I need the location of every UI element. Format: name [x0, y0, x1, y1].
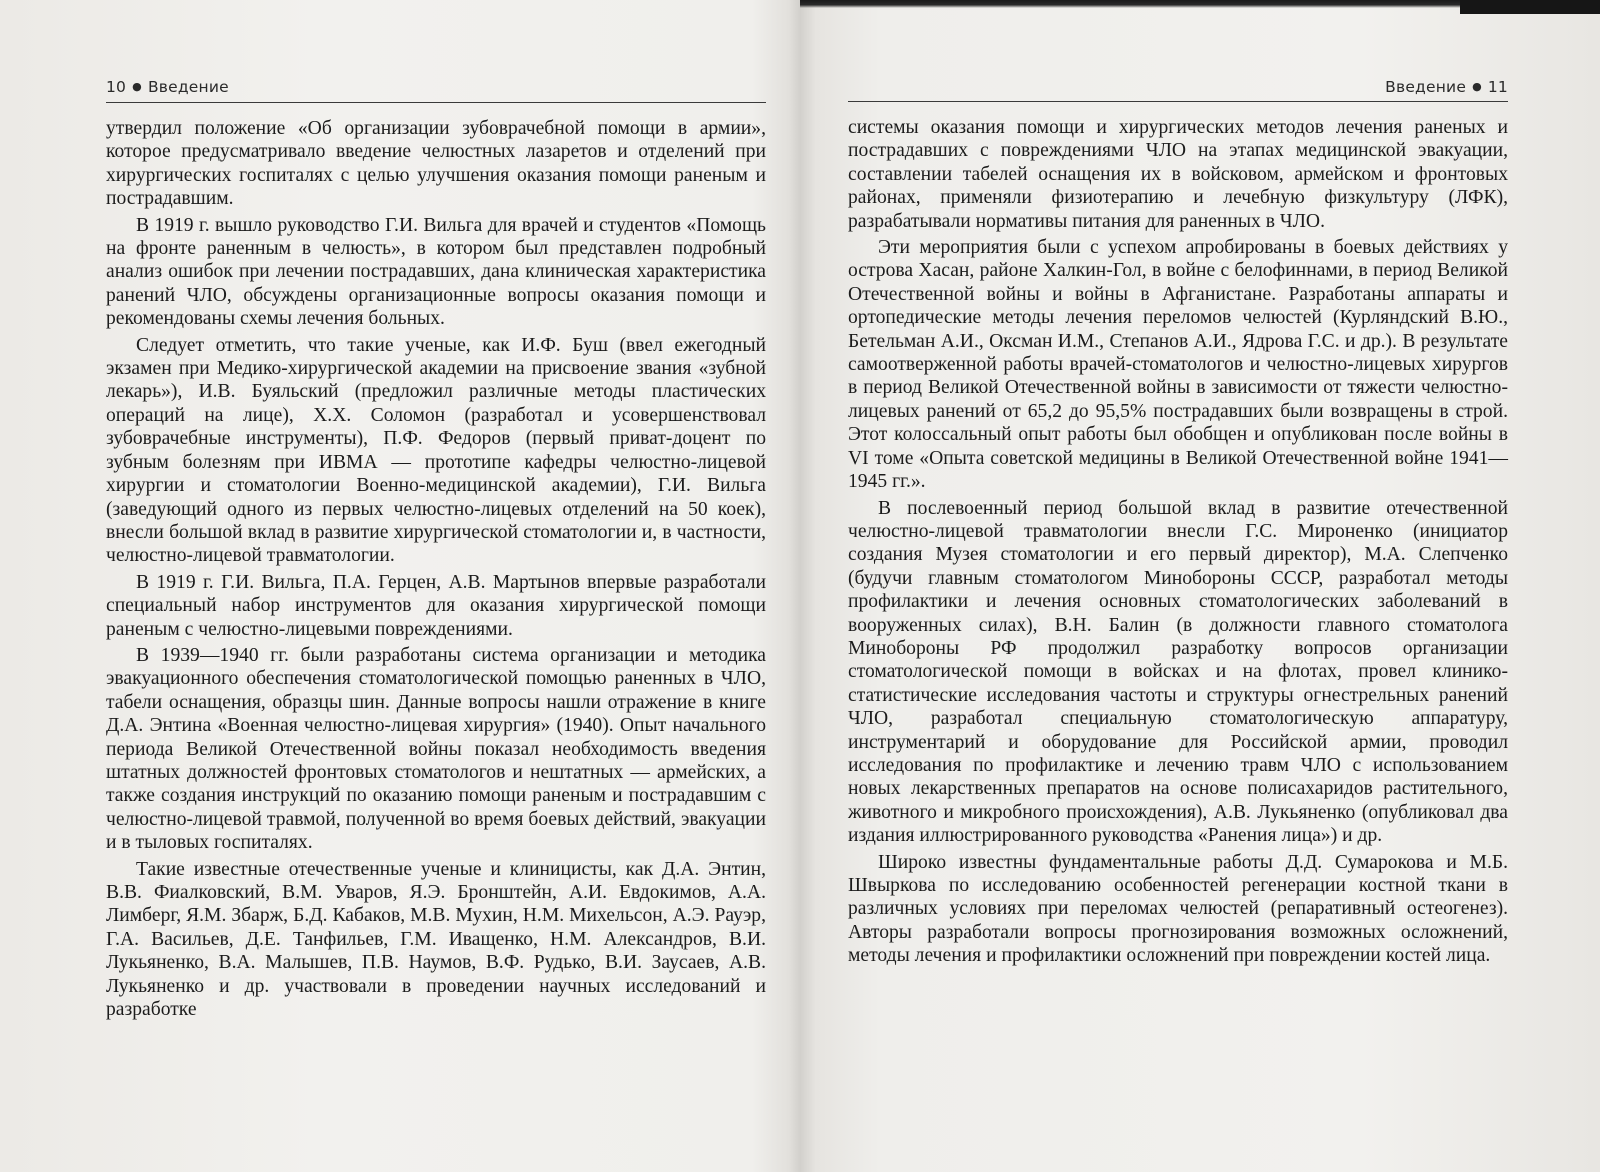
paragraph: В 1919 г. Г.И. Вильга, П.А. Герцен, А.В. Мартынов впервые разработали специальный набор инструментов для оказания хирургической помощи раненым с челюстно-лицевыми повреждениями.: [106, 571, 766, 640]
paragraph: Эти мероприятия были с успехом апробированы в боевых действиях у острова Хасан, районе Халкин-Гол, в войне с белофиннами, в период Великой Отечественной войны и войны в Афганистане. Разработаны аппараты и ортопедические методы лечения переломов челюстей (Курляндский В.Ю., Бетельман А.И., Оксман И.М., Степанов А.И., Ядрова Г.С. и др.). В результате самоотверженной работы врачей-стоматологов и челюстно-лицевых хирургов в период Великой Отечественной войны в зависимости от тяжести челюстно-лицевых ранений от 65,2 до 95,5% пострадавших были возвращены в строй. Этот колоссальный опыт работы был обобщен и опубликован после войны в VI томе «Опыта советской медицины в Великой Отечественной войне 1941—1945 гг.».: [848, 237, 1508, 493]
right-header-rule: [848, 101, 1508, 102]
bullet-icon: ●: [1472, 80, 1482, 93]
bullet-icon: ●: [132, 80, 142, 93]
paragraph: Такие известные отечественные ученые и клиницисты, как Д.А. Энтин, В.В. Фиалковский, В.М. Уваров, Я.Э. Бронштейн, А.И. Евдокимов, А.А. Лимберг, Я.М. Збарж, Б.Д. Кабаков, М.В. Мухин, Н.М. Михельсон, А.Э. Рауэр, Г.А. Васильев, Д.Е. Танфильев, Г.М. Иващенко, Н.М. Александров, В.И. Лукьяненко, В.А. Малышев, П.В. Наумов, В.Ф. Рудько, В.И. Заусаев, А.В. Лукьяненко и др. участвовали в проведении научных исследований и разработке: [106, 858, 766, 1021]
left-header-rule: [106, 102, 766, 103]
paragraph: утвердил положение «Об организации зубоврачебной помощи в армии», которое предусматривало введение челюстных лазаретов и отделений при хирургических госпиталях с целью улучшения оказания помощи раненым и пострадавшим.: [106, 118, 766, 210]
left-page-body: [106, 117, 766, 1021]
paragraph: В 1939—1940 гг. были разработаны система организации и методика эвакуационного обеспечения стоматологической помощью раненных в ЧЛО, табели оснащения, образцы шин. Данные вопросы нашли отражение в книге Д.А. Энтина «Военная челюстно-лицевая хирургия» (1940). Опыт начального периода Великой Отечественной войны показал необходимость введения штатных должностей фронтовых стоматологов и нештатных — армейских, а также создания инструкций по оказанию помощи раненым и пострадавшим с челюстно-лицевой травмой, полученной во время боевых действий, эвакуации и в тыловых госпиталях.: [106, 644, 766, 854]
paragraph: системы оказания помощи и хирургических методов лечения раненых и пострадавших с повреждениями ЧЛО на этапах медицинской эвакуации, составлении табелей оснащения их в войсковом, армейском и фронтовых районах, применяли физиотерапию и лечебную физкультуру (ЛФК), разрабатывали нормативы питания для раненных в ЧЛО.: [848, 117, 1508, 232]
paragraph: Широко известны фундаментальные работы Д.Д. Сумарокова и М.Б. Швыркова по исследованию особенностей регенерации костной ткани в различных условиях при переломах челюстей (репаративный остеогенез). Авторы разработали вопросы прогнозирования возможных осложнений, методы лечения и профилактики осложнений при повреждении костей лица.: [848, 851, 1508, 967]
right-page-number: 11: [1487, 78, 1508, 96]
paragraph: В 1919 г. вышло руководство Г.И. Вильга для врачей и студентов «Помощь на фронте раненным в челюсть», в котором был представлен подробный анализ ошибок при лечении пострадавших, дана клиническая характеристика ранений ЧЛО, обсуждены организационные вопросы оказания помощи и рекомендованы схемы лечения больных.: [106, 214, 766, 330]
right-running-head: [848, 78, 1508, 100]
right-section-title: Введение: [1385, 78, 1467, 96]
left-page-number: 10: [106, 78, 127, 96]
left-running-head: [106, 78, 766, 100]
right-page: [848, 0, 1508, 1172]
left-page: [106, 0, 766, 1172]
right-page-body: [848, 116, 1508, 968]
paragraph: Следует отметить, что такие ученые, как И.Ф. Буш (ввел ежегодный экзамен при Медико-хирургической академии на присвоение звания «зубной лекарь»), И.В. Буяльский (предложил различные методы пластических операций на лице), Х.Х. Соломон (разработал и усовершенствовал зубоврачебные инструменты), П.Ф. Федоров (первый приват-доцент по зубным болезням при ИВМА — прототипе кафедры челюстно-лицевой хирургии и стоматологии Военно-медицинской академии), Г.И. Вильга (заведующий одного из первых челюстно-лицевых отделений на 50 коек), внесли большой вклад в развитие хирургической стоматологии и, в частности, челюстно-лицевой травматологии.: [106, 334, 766, 567]
left-section-title: Введение: [147, 78, 229, 96]
paragraph: В послевоенный период большой вклад в развитие отечественной челюстно-лицевой травматологии внесли Г.С. Мироненко (инициатор создания Музея стоматологии и его первый директор), М.А. Слепченко (будучи главным стоматологом Минобороны СССР, разработал методы профилактики и лечения основных стоматологических заболеваний в вооруженных силах), В.Н. Балин (в должности главного стоматолога Минобороны РФ продолжил разработку вопросов организации стоматологической помощи в войсках и на флотах, провел клинико-статистические исследования частоты и структуры огнестрельных ранений ЧЛО, разработал специальную стоматологическую аппаратуру, инструментарий и оборудование для Российской армии, проводил исследования по профилактике и лечению травм ЧЛО с использованием новых лекарственных препаратов на основе полисахаридов растительного, животного и микробного происхождения), А.В. Лукьяненко (опубликовал два издания иллюстрированного руководства «Ранения лица») и др.: [848, 497, 1508, 847]
